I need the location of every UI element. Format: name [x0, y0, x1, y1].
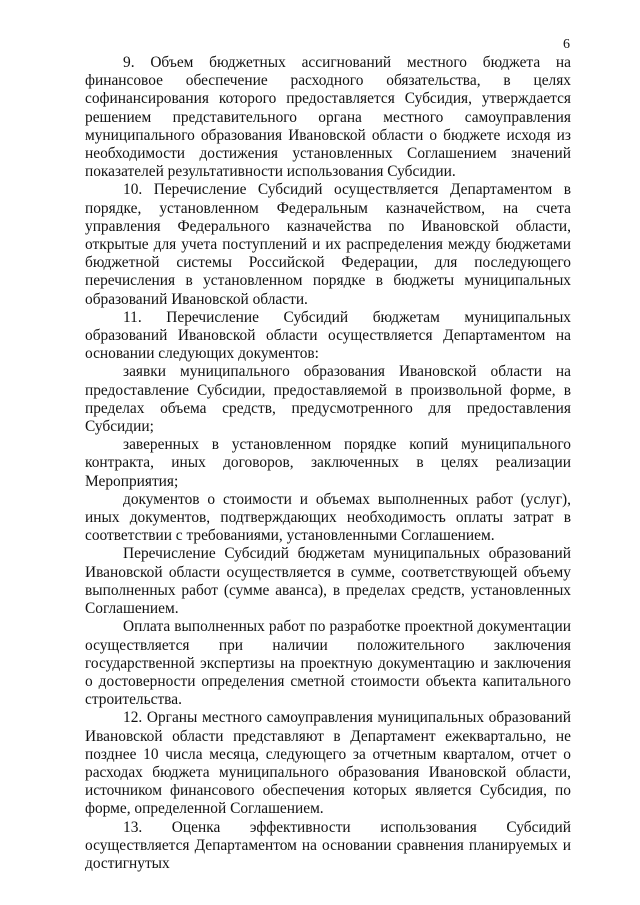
paragraph-11-item-cost-documents: документов о стоимости и объемах выполненных работ (услуг), иных документов, подтверждающих необходимость оплаты затрат в соответствии с требованиями, установленными Соглашением. [85, 490, 571, 545]
document-body [85, 54, 571, 873]
paragraph-11: 11. Перечисление Субсидий бюджетам муниципальных образований Ивановской области осуществляется Департаментом на основании следующих документов: [85, 308, 571, 363]
paragraph-transfer-amount: Перечисление Субсидий бюджетам муниципальных образований Ивановской области осуществляется в сумме, соответствующей объему выполненных работ (сумме аванса), в пределах средств, установленных Соглашением. [85, 545, 571, 618]
page-number: 6 [563, 37, 570, 52]
paragraph-10: 10. Перечисление Субсидий осуществляется Департаментом в порядке, установленном Федеральным казначейством, на счета управления Федерального казначейства по Ивановской области, открытые для учета поступлений и их распределения между бюджетами бюджетной системы Российской Федерации, для последующего перечисления в установленном порядке в бюджеты муниципальных образований Ивановской области. [85, 181, 571, 308]
paragraph-design-payment: Оплата выполненных работ по разработке проектной документации осуществляется при наличии положительного заключения государственной экспертизы на проектную документацию и заключения о достоверности определения сметной стоимости объекта капитального строительства. [85, 618, 571, 709]
paragraph-12: 12. Органы местного самоуправления муниципальных образований Ивановской области представляют в Департамент ежеквартально, не позднее 10 числа месяца, следующего за отчетным кварталом, отчет о расходах бюджета муниципального образования Ивановской области, источником финансового обеспечения которых является Субсидия, по форме, определенной Соглашением. [85, 709, 571, 818]
paragraph-11-item-application: заявки муниципального образования Ивановской области на предоставление Субсидии, предоставляемой в произвольной форме, в пределах объема средств, предусмотренного для предоставления Субсидии; [85, 363, 571, 436]
paragraph-11-item-contract-copies: заверенных в установленном порядке копий муниципального контракта, иных договоров, заключенных в целях реализации Мероприятия; [85, 436, 571, 490]
paragraph-13: 13. Оценка эффективности использования Субсидий осуществляется Департаментом на основании сравнения планируемых и достигнутых [85, 818, 571, 872]
paragraph-9: 9. Объем бюджетных ассигнований местного бюджета на финансовое обеспечение расходного обязательства, в целях софинансирования которого предоставляется Субсидия, утверждается решением представительного органа местного самоуправления муниципального образования Ивановской области о бюджете исходя из необходимости достижения установленных Соглашением значений показателей результативности использования Субсидии. [85, 54, 571, 181]
